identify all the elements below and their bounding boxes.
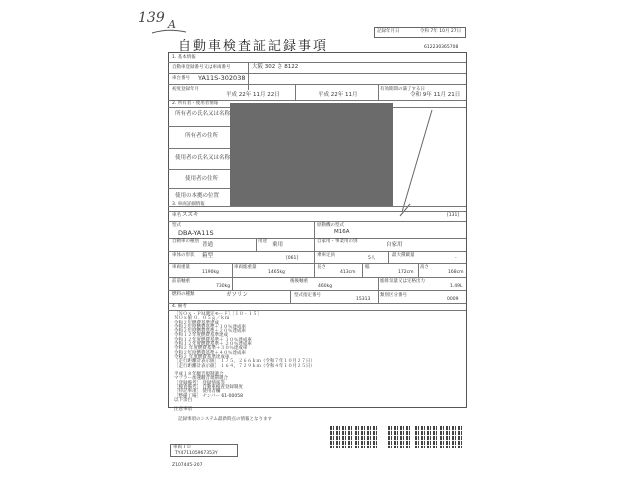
section1-heading: 1. 基本情報 xyxy=(172,55,196,60)
user-address-label: 使用者の住所 xyxy=(185,176,219,182)
owner-address-label: 所有者の住所 xyxy=(185,133,219,139)
displacement-value: 1.49L xyxy=(450,284,463,289)
first-reg-value: 平成 22年 11月 22日 xyxy=(226,92,280,98)
rear-axle-label: 後後軸重 xyxy=(290,279,308,284)
shape-label: 車体の形状 xyxy=(172,253,195,258)
type-label: 自動車の種別 xyxy=(172,239,199,244)
max-load-value: - xyxy=(455,256,457,261)
gross-weight-value: 1465kg xyxy=(268,270,285,275)
remark-line: 令和２年燃費基準達成 xyxy=(174,320,219,326)
section3-heading: 3. 車両詳細情報 xyxy=(172,202,205,207)
remark-line: ［登録備考］ 登録情報等 xyxy=(174,380,225,386)
rear-axle-value: 460kg xyxy=(318,284,333,289)
section2-heading: 2. 所有者・使用者情報 xyxy=(172,101,219,106)
category-label: 類別区分番号 xyxy=(380,293,407,298)
expiry-label: 有効期間の満了する日 xyxy=(380,87,425,92)
handwritten-number: 139 xyxy=(138,10,165,26)
first-reg-label: 初度登録年月 xyxy=(172,87,199,92)
section4-heading: 4. 備考 xyxy=(172,304,187,309)
remark-line: ［整備工場］ ナンバー 61-00058 xyxy=(174,393,243,399)
type-value: 普通 xyxy=(202,242,214,248)
remark-line: 以下余白 xyxy=(174,397,192,403)
handwritten-slash xyxy=(380,108,440,218)
fuel-label: 燃料の種類 xyxy=(172,292,195,297)
bottom-code: Z107445-207 xyxy=(172,463,203,468)
redacted-owner-info xyxy=(230,103,393,206)
height-value: 168cm xyxy=(448,270,464,275)
remark-line: 令和２年度燃費基準＋１０％達成車 xyxy=(174,324,246,330)
remark-line: ［ＮＯｘ・ＰＭ測定モード］［１０・１５］ xyxy=(174,312,262,317)
weight-label: 車両重量 xyxy=(172,265,190,270)
expiry-value: 令和 9年 11月 21日 xyxy=(410,92,461,98)
front-axle-value: 730kg xyxy=(216,284,231,289)
shape-value: 箱型 xyxy=(202,253,214,259)
remarks-list xyxy=(174,313,324,403)
remark-line: 令和１２年度燃費基準達成 xyxy=(174,333,228,339)
owner-name-label: 所有者の氏名又は名称 xyxy=(175,111,231,117)
category-value: 0009 xyxy=(447,297,459,302)
remark-line: 令和２年度燃費基準＋４０％達成車 xyxy=(174,350,246,356)
model-label: 型式 xyxy=(172,223,181,228)
remark-line: 令和２年度燃費基準＋２０％達成車 xyxy=(174,329,246,335)
qr-code-4 xyxy=(415,426,437,448)
handwritten-underline xyxy=(150,28,190,36)
purpose-value: 自家用 xyxy=(386,242,403,248)
qr-code-5 xyxy=(440,426,462,448)
weight-value: 1190kg xyxy=(202,270,219,275)
record-date-value: 令和 7年 10月 27日 xyxy=(420,29,462,34)
remark-line: ＮＯｘ値 ０．０５ｇ／ｋｍ xyxy=(174,316,230,322)
capacity-value: 5人 xyxy=(368,256,376,261)
remark-line: 令和１２年度燃費基準＋ １０％達成車 xyxy=(174,337,252,343)
maker-code: [131] xyxy=(447,213,460,218)
vehicle-id-value: TY471105967353Y xyxy=(175,451,218,456)
gross-weight-label: 車両総重量 xyxy=(234,265,257,270)
notice-label: 注意事項 xyxy=(174,407,192,412)
vehicle-id-label: 車両ＩＤ xyxy=(173,445,191,450)
use-label: 用途 xyxy=(258,239,267,244)
fuel-value: ガソリン xyxy=(226,292,249,298)
reg-date-value: 平成 22年 11月 xyxy=(318,92,358,98)
handwritten-letter: A xyxy=(168,18,176,31)
remark-line: ［走行距離計表示値］ １７５，２６６ｋｍ（令和７年１０月２７日） xyxy=(174,359,315,365)
capacity-label: 乗車定員 xyxy=(317,253,335,258)
front-axle-label: 前前軸重 xyxy=(172,279,190,284)
height-label: 高さ xyxy=(420,265,429,270)
type-designation-value: 15313 xyxy=(356,297,371,302)
qr-code-1 xyxy=(330,426,352,448)
serial-number: 612230365708 xyxy=(424,45,459,50)
remark-line: 令和１２年度燃費基準＋ ２０％達成車 xyxy=(174,342,252,348)
model-value: DBA-YA11S xyxy=(178,229,214,237)
plate-value: 大阪 302 さ 8122 xyxy=(252,64,299,70)
chassis-label: 車台番号 xyxy=(172,76,190,81)
plate-label: 自動車登録番号又は車両番号 xyxy=(172,65,231,70)
user-name-label: 使用者の氏名又は名称 xyxy=(175,155,231,161)
remark-line: マフラー加速騒音規制適合 xyxy=(174,376,228,382)
notice-text: 記録事項のシステム最新時点の情報となります xyxy=(178,417,273,422)
remark-line: 令和２ 年度燃費基準＋３０％達成車 xyxy=(174,346,248,352)
remark-line: 平成１８年騒音規制適合 xyxy=(174,372,224,378)
type-designation-label: 型式指定番号 xyxy=(294,293,321,298)
engine-value: M16A xyxy=(334,229,350,235)
length-value: 413cm xyxy=(340,270,356,275)
purpose-label: 自家用・事業用の別 xyxy=(317,239,358,244)
use-value: 乗用 xyxy=(272,242,284,248)
chassis-value: YA11S-302038 xyxy=(198,74,246,82)
maker-label: 車名 xyxy=(172,213,181,218)
displacement-label: 総排気量又は定格出力 xyxy=(380,279,425,284)
max-load-label: 最大積載量 xyxy=(392,253,415,258)
maker-value: スズキ xyxy=(182,212,199,218)
shape-code: [061] xyxy=(286,256,299,261)
document-title: 自動車検査証記録事項 xyxy=(178,39,329,54)
engine-label: 原動機の型式 xyxy=(317,223,344,228)
width-value: 172cm xyxy=(398,270,414,275)
remark-line: ［特記事項］ 使用者欄 xyxy=(174,389,221,395)
remark-line: 令和２ 年度燃費基準達成車 xyxy=(174,354,230,360)
base-location-label: 使用の本拠の位置 xyxy=(175,193,220,199)
width-label: 幅 xyxy=(365,265,370,270)
qr-code-2 xyxy=(355,426,377,448)
remark-line: ［走行距離計表示値］ １６４，７２９ｋｍ（令和４年１０月２５日） xyxy=(174,363,315,369)
record-date-label: 記録年月日 xyxy=(377,29,400,34)
qr-code-3 xyxy=(388,426,410,448)
remark-line: ［検査備考］ 自動車検査登録制度 xyxy=(174,385,243,391)
length-label: 長さ xyxy=(317,265,326,270)
